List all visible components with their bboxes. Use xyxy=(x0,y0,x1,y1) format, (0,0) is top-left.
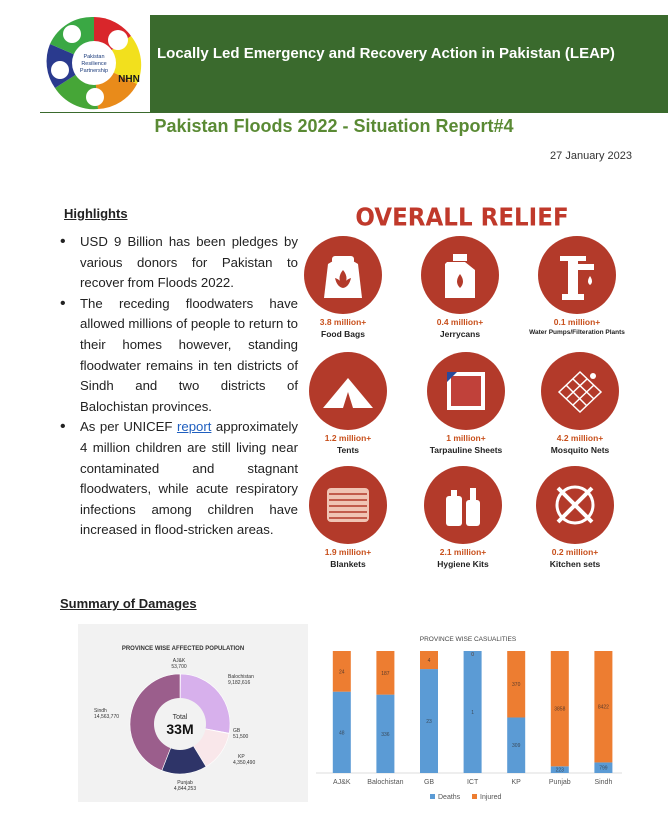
slice-label-kp: KP xyxy=(238,754,245,760)
relief-value: 3.8 million+ xyxy=(319,317,367,327)
slice-value-sindh: 14,563,770 xyxy=(94,714,120,720)
slice-label-ajk: AJ&K xyxy=(172,658,186,664)
relief-item-jerrycans xyxy=(400,236,520,339)
highlights-heading: Highlights xyxy=(64,206,128,221)
food-bag-icon xyxy=(304,236,382,314)
bar-label-injured: 370 xyxy=(512,682,521,689)
water-pump-icon xyxy=(538,236,616,314)
logo-text-2: Resilience xyxy=(81,61,107,67)
relief-item-mosquito-nets xyxy=(520,352,640,455)
relief-item-kitchen-sets xyxy=(515,466,635,569)
bar-label-deaths: 23 xyxy=(426,719,432,726)
relief-item-hygiene-kits xyxy=(403,466,523,569)
relief-item-tents xyxy=(288,352,408,455)
donut-center-value: 33M xyxy=(166,721,194,737)
slice-value-punjab: 4,844,253 xyxy=(173,786,197,792)
logo-text-3: Partnership xyxy=(79,68,109,74)
bar-label-injured: 187 xyxy=(381,670,390,677)
bar-chart xyxy=(310,626,630,806)
relief-label: Kitchen sets xyxy=(549,559,601,569)
relief-value: 1.9 million+ xyxy=(324,547,372,557)
highlight-item: • USD 9 Billion has been pledges by various donors for Pakistan to recover from Floods 2022. xyxy=(60,232,298,294)
category-label: Balochistan xyxy=(367,779,404,786)
category-label: GB xyxy=(423,779,435,786)
highlight-item: • The receding floodwaters have allowed millions of people to return to their homes however, standing floodwater remains in ten districts of Sindh and two districts of Balochistan provinces. xyxy=(60,294,298,418)
category-label: AJ&K xyxy=(333,779,351,786)
logo-text-1: Pakistan xyxy=(83,54,105,60)
relief-value: 4.2 million+ xyxy=(556,433,604,443)
chart-title: PROVINCE WISE AFFECTED POPULATION xyxy=(121,646,245,652)
bar-label-injured: 24 xyxy=(339,669,345,676)
bar-label-injured: 8422 xyxy=(597,704,609,711)
category-label: KP xyxy=(511,779,521,786)
mosquito-net-icon xyxy=(541,352,619,430)
logo-badge: NHN xyxy=(118,74,140,85)
blanket-icon xyxy=(309,466,387,544)
relief-label: Water Pumps/Filteration Plants xyxy=(529,329,625,336)
jerrycan-icon xyxy=(421,236,499,314)
slice-value-kp: 4,350,490 xyxy=(233,760,256,766)
relief-label: Blankets xyxy=(330,559,366,569)
report-title: Pakistan Floods 2022 - Situation Report#4 xyxy=(154,116,514,136)
donut-chart xyxy=(78,624,308,802)
relief-value: 1.2 million+ xyxy=(324,433,372,443)
relief-value: 0.4 million+ xyxy=(436,317,484,327)
relief-item-blankets xyxy=(288,466,408,569)
slice-label-gb: GB xyxy=(233,728,241,734)
legend-injured: Injured xyxy=(480,794,502,801)
highlight-text: approximately 4 million children are still living near contaminated and stagnant floodwaters, while acute respiratory infections among children have increased in flood-stricken areas. xyxy=(80,419,298,538)
relief-item-food-bags xyxy=(283,236,403,339)
relief-value: 0.1 million+ xyxy=(553,317,601,327)
bar-label-deaths: 1 xyxy=(471,710,474,716)
relief-item-tarpaulin xyxy=(406,352,526,455)
casualties-chart xyxy=(310,626,630,806)
relief-value: 1 million+ xyxy=(446,433,486,443)
category-label: Punjab xyxy=(548,779,571,786)
relief-item-water-pumps xyxy=(517,236,637,337)
header xyxy=(0,0,668,113)
bar-label-deaths: 799 xyxy=(599,765,608,772)
header-title: Locally Led Emergency and Recovery Action in Pakistan (LEAP) xyxy=(157,45,615,62)
tent-icon xyxy=(309,352,387,430)
relief-value: 2.1 million+ xyxy=(439,547,487,557)
bar-label-deaths: 309 xyxy=(512,743,521,750)
bar-label-deaths: 223 xyxy=(555,767,564,774)
relief-label: Mosquito Nets xyxy=(550,445,610,455)
hygiene-kit-icon xyxy=(424,466,502,544)
tarpaulin-icon xyxy=(427,352,505,430)
relief-label: Food Bags xyxy=(321,329,365,339)
legend-deaths: Deaths xyxy=(438,794,461,801)
bar-label-deaths: 48 xyxy=(339,730,345,737)
donut-center-label: Total xyxy=(172,714,188,721)
category-label: Sindh xyxy=(594,779,613,786)
slice-value-balochistan: 9,182,616 xyxy=(228,680,251,686)
highlight-text: As per UNICEF xyxy=(80,419,177,435)
unicef-report-link[interactable]: report xyxy=(176,419,212,435)
report-date: 27 January 2023 xyxy=(550,150,632,162)
slice-value-ajk: 53,700 xyxy=(171,664,187,670)
category-label: ICT xyxy=(466,779,479,786)
slice-label-balochistan: Balochistan xyxy=(228,674,254,680)
bar-label-injured: 4 xyxy=(427,658,431,665)
highlight-item xyxy=(60,417,298,541)
affected-population-chart xyxy=(78,624,308,802)
bar-label-deaths: 336 xyxy=(381,731,390,738)
slice-label-sindh: Sindh xyxy=(94,708,107,714)
relief-label: Tents xyxy=(336,445,360,455)
bar-label-injured: 3858 xyxy=(554,706,566,713)
slice-value-gb: 51,500 xyxy=(233,734,249,740)
highlights-list xyxy=(60,232,298,541)
kitchen-set-icon xyxy=(536,466,614,544)
summary-heading: Summary of Damages xyxy=(60,596,197,611)
slice-label-punjab: Punjab xyxy=(177,780,193,786)
relief-label: Tarpauline Sheets xyxy=(429,445,503,455)
bar-label-injured: 0 xyxy=(471,652,474,658)
relief-title: OVERALL RELIEF xyxy=(355,203,569,233)
relief-label: Hygiene Kits xyxy=(437,559,489,569)
relief-value: 0.2 million+ xyxy=(551,547,599,557)
relief-label: Jerrycans xyxy=(439,329,481,339)
leap-logo xyxy=(38,14,150,112)
chart-title: PROVINCE WISE CASUALITIES xyxy=(419,636,517,643)
